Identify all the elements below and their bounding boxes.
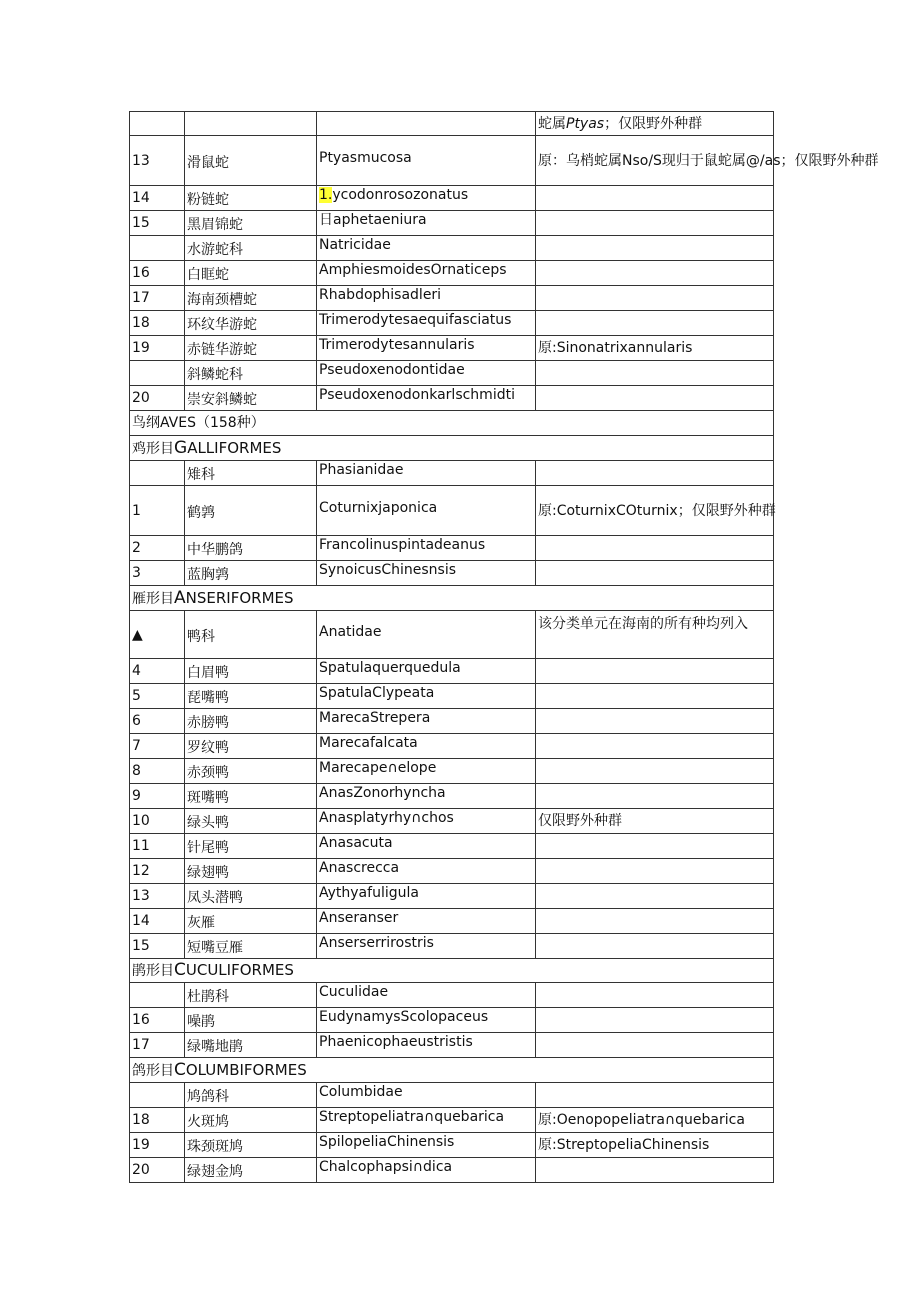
remark bbox=[536, 236, 774, 261]
order-name-initial: A bbox=[174, 587, 186, 608]
table-row bbox=[130, 1008, 774, 1033]
table-row bbox=[130, 112, 774, 136]
table-row bbox=[130, 709, 774, 734]
table-row bbox=[130, 859, 774, 884]
chinese-name bbox=[185, 112, 317, 136]
chinese-name: 白眶蛇 bbox=[185, 261, 317, 286]
scientific-name: EudynamysScolopaceus bbox=[317, 1008, 536, 1033]
row-number: 16 bbox=[130, 261, 185, 286]
scientific-name: Trimerodytesannularis bbox=[317, 336, 536, 361]
remark bbox=[536, 934, 774, 959]
scientific-name: Rhabdophisadleri bbox=[317, 286, 536, 311]
order-name-zh: 鸽形目 bbox=[132, 1062, 174, 1079]
remark bbox=[536, 311, 774, 336]
remark: 蛇属Ptyas；仅限野外种群 bbox=[536, 112, 774, 136]
remark bbox=[536, 884, 774, 909]
table-row bbox=[130, 684, 774, 709]
row-number bbox=[130, 1083, 185, 1108]
chinese-name: 鹤鹑 bbox=[185, 486, 317, 536]
class-heading: 鸟纲AVES（158种） bbox=[130, 411, 774, 436]
table-row bbox=[130, 536, 774, 561]
scientific-name: Phaenicophaeustristis bbox=[317, 1033, 536, 1058]
row-number: 2 bbox=[130, 536, 185, 561]
table-row bbox=[130, 934, 774, 959]
chinese-name: 琵嘴鸭 bbox=[185, 684, 317, 709]
remark bbox=[536, 734, 774, 759]
remark: 原:StreptopeliaChinensis bbox=[536, 1133, 774, 1158]
order-name-latin: ALLIFORMES bbox=[187, 438, 282, 457]
chinese-name: 针尾鸭 bbox=[185, 834, 317, 859]
table-row bbox=[130, 386, 774, 411]
row-number bbox=[130, 983, 185, 1008]
table-row bbox=[130, 659, 774, 684]
scientific-name: MarecaStrepera bbox=[317, 709, 536, 734]
chinese-name: 鸠鸽科 bbox=[185, 1083, 317, 1108]
species-table bbox=[129, 111, 879, 1183]
chinese-name: 灰雁 bbox=[185, 909, 317, 934]
scientific-name-text: ycodonrosozonatus bbox=[332, 187, 469, 203]
scientific-name: SynoicusChinesnsis bbox=[317, 561, 536, 586]
chinese-name: 珠颈斑鸠 bbox=[185, 1133, 317, 1158]
chinese-name: 火斑鸠 bbox=[185, 1108, 317, 1133]
row-number: 20 bbox=[130, 386, 185, 411]
order-heading bbox=[130, 959, 774, 983]
remark bbox=[536, 1033, 774, 1058]
row-number: 18 bbox=[130, 1108, 185, 1133]
table-row bbox=[130, 834, 774, 859]
row-number: 19 bbox=[130, 1133, 185, 1158]
remark bbox=[536, 211, 774, 236]
order-row bbox=[130, 1058, 774, 1083]
remark: 原：乌梢蛇属Nso/S现归于鼠蛇属@/as；仅限野外种群 bbox=[536, 136, 774, 186]
scientific-name: Anascrecca bbox=[317, 859, 536, 884]
remark bbox=[536, 286, 774, 311]
chinese-name: 崇安斜鳞蛇 bbox=[185, 386, 317, 411]
table-row bbox=[130, 611, 774, 659]
row-number: 10 bbox=[130, 809, 185, 834]
remark: 该分类单元在海南的所有种均列入 bbox=[536, 611, 774, 659]
row-number: 14 bbox=[130, 909, 185, 934]
remark bbox=[536, 1083, 774, 1108]
order-row bbox=[130, 586, 774, 611]
order-row bbox=[130, 959, 774, 983]
order-name-latin: UCULIFORMES bbox=[185, 961, 294, 979]
scientific-name: AnasZonorhyncha bbox=[317, 784, 536, 809]
order-row bbox=[130, 436, 774, 461]
scientific-name: Cuculidae bbox=[317, 983, 536, 1008]
scientific-name: Columbidae bbox=[317, 1083, 536, 1108]
order-name-initial: C bbox=[174, 1059, 186, 1080]
order-name-latin: NSERIFORMES bbox=[185, 588, 294, 607]
row-number: ▲ bbox=[130, 611, 185, 659]
table-row bbox=[130, 784, 774, 809]
table-row bbox=[130, 136, 774, 186]
chinese-name: 赤链华游蛇 bbox=[185, 336, 317, 361]
table-row bbox=[130, 336, 774, 361]
remark bbox=[536, 834, 774, 859]
row-number: 18 bbox=[130, 311, 185, 336]
chinese-name: 杜鹃科 bbox=[185, 983, 317, 1008]
row-number: 15 bbox=[130, 211, 185, 236]
row-number: 8 bbox=[130, 759, 185, 784]
order-name-zh: 雁形目 bbox=[132, 590, 174, 607]
table-row bbox=[130, 1083, 774, 1108]
chinese-name: 斜鳞蛇科 bbox=[185, 361, 317, 386]
chinese-name: 黑眉锦蛇 bbox=[185, 211, 317, 236]
chinese-name: 鸭科 bbox=[185, 611, 317, 659]
order-name-zh: 鸡形目 bbox=[132, 440, 174, 457]
scientific-name: Phasianidae bbox=[317, 461, 536, 486]
row-number: 13 bbox=[130, 884, 185, 909]
scientific-name: Spatulaquerquedula bbox=[317, 659, 536, 684]
chinese-name: 绿嘴地鹃 bbox=[185, 1033, 317, 1058]
remark bbox=[536, 361, 774, 386]
class-section-row bbox=[130, 411, 774, 436]
scientific-name: SpilopeliaChinensis bbox=[317, 1133, 536, 1158]
table-row bbox=[130, 561, 774, 586]
chinese-name: 斑嘴鸭 bbox=[185, 784, 317, 809]
scientific-name: Streptopeliatra∩quebarica bbox=[317, 1108, 536, 1133]
table-row bbox=[130, 486, 774, 536]
chinese-name: 海南颈槽蛇 bbox=[185, 286, 317, 311]
row-number: 1 bbox=[130, 486, 185, 536]
remark bbox=[536, 536, 774, 561]
row-number: 13 bbox=[130, 136, 185, 186]
row-number bbox=[130, 461, 185, 486]
row-number: 17 bbox=[130, 1033, 185, 1058]
scientific-name: Marecafalcata bbox=[317, 734, 536, 759]
remark: 原:CoturnixCOturnix；仅限野外种群 bbox=[536, 486, 774, 536]
remark bbox=[536, 659, 774, 684]
chinese-name: 赤颈鸭 bbox=[185, 759, 317, 784]
scientific-name: Anasplatyrhy∩chos bbox=[317, 809, 536, 834]
table-row bbox=[130, 461, 774, 486]
remark bbox=[536, 561, 774, 586]
remark: 仅限野外种群 bbox=[536, 809, 774, 834]
chinese-name: 水游蛇科 bbox=[185, 236, 317, 261]
table-row bbox=[130, 286, 774, 311]
scientific-name: Chalcophapsi∩dica bbox=[317, 1158, 536, 1183]
order-heading bbox=[130, 586, 774, 611]
remark bbox=[536, 684, 774, 709]
scientific-name: Marecape∩elope bbox=[317, 759, 536, 784]
row-number: 17 bbox=[130, 286, 185, 311]
chinese-name: 短嘴豆雁 bbox=[185, 934, 317, 959]
remark bbox=[536, 386, 774, 411]
order-name-initial: C bbox=[174, 960, 186, 980]
table-row bbox=[130, 311, 774, 336]
row-number: 7 bbox=[130, 734, 185, 759]
scientific-name: Coturnixjaponica bbox=[317, 486, 536, 536]
row-number: 20 bbox=[130, 1158, 185, 1183]
scientific-name: Trimerodytesaequifasciatus bbox=[317, 311, 536, 336]
row-number bbox=[130, 112, 185, 136]
row-number: 12 bbox=[130, 859, 185, 884]
chinese-name: 绿头鸭 bbox=[185, 809, 317, 834]
remark bbox=[536, 759, 774, 784]
chinese-name: 绿翅金鸠 bbox=[185, 1158, 317, 1183]
remark bbox=[536, 1008, 774, 1033]
scientific-name: Anatidae bbox=[317, 611, 536, 659]
table-row bbox=[130, 1033, 774, 1058]
table-row bbox=[130, 186, 774, 211]
scientific-name: Natricidae bbox=[317, 236, 536, 261]
scientific-name: SpatulaClypeata bbox=[317, 684, 536, 709]
scientific-name bbox=[317, 186, 536, 211]
remark bbox=[536, 1158, 774, 1183]
order-name-latin: OLUMBIFORMES bbox=[185, 1060, 307, 1079]
remark bbox=[536, 859, 774, 884]
order-heading bbox=[130, 436, 774, 461]
order-name-zh: 鹃形目 bbox=[132, 963, 174, 979]
row-number: 5 bbox=[130, 684, 185, 709]
chinese-name: 蓝胸鹑 bbox=[185, 561, 317, 586]
scientific-name: Aythyafuligula bbox=[317, 884, 536, 909]
chinese-name: 绿翅鸭 bbox=[185, 859, 317, 884]
remark bbox=[536, 784, 774, 809]
row-number: 6 bbox=[130, 709, 185, 734]
chinese-name: 粉链蛇 bbox=[185, 186, 317, 211]
row-number: 3 bbox=[130, 561, 185, 586]
scientific-name: Ptyasmucosa bbox=[317, 136, 536, 186]
remark bbox=[536, 909, 774, 934]
row-number: 16 bbox=[130, 1008, 185, 1033]
remark bbox=[536, 461, 774, 486]
scientific-name bbox=[317, 112, 536, 136]
row-number bbox=[130, 361, 185, 386]
scientific-name: Anasacuta bbox=[317, 834, 536, 859]
chinese-name: 赤膀鸭 bbox=[185, 709, 317, 734]
row-number bbox=[130, 236, 185, 261]
order-name-initial: G bbox=[174, 437, 188, 458]
scientific-name: Francolinuspintadeanus bbox=[317, 536, 536, 561]
chinese-name: 中华鹏鸽 bbox=[185, 536, 317, 561]
scientific-name: Anseranser bbox=[317, 909, 536, 934]
remark: 原:Oenopopeliatra∩quebarica bbox=[536, 1108, 774, 1133]
table-row bbox=[130, 759, 774, 784]
row-number: 14 bbox=[130, 186, 185, 211]
row-number: 19 bbox=[130, 336, 185, 361]
chinese-name: 滑鼠蛇 bbox=[185, 136, 317, 186]
row-number: 9 bbox=[130, 784, 185, 809]
table-row bbox=[130, 983, 774, 1008]
table-row bbox=[130, 809, 774, 834]
chinese-name: 白眉鸭 bbox=[185, 659, 317, 684]
table-row bbox=[130, 884, 774, 909]
remark bbox=[536, 186, 774, 211]
row-number: 15 bbox=[130, 934, 185, 959]
species-table-body bbox=[130, 112, 879, 1183]
table-row bbox=[130, 361, 774, 386]
scientific-name: Pseudoxenodonkarlschmidti bbox=[317, 386, 536, 411]
remark: 原:Sinonatrixannularis bbox=[536, 336, 774, 361]
scientific-name: 日aphetaeniura bbox=[317, 211, 536, 236]
table-row bbox=[130, 1133, 774, 1158]
table-row bbox=[130, 261, 774, 286]
highlight-mark: 1. bbox=[319, 187, 333, 203]
remark bbox=[536, 709, 774, 734]
scientific-name: AmphiesmoidesOrnaticeps bbox=[317, 261, 536, 286]
order-heading bbox=[130, 1058, 774, 1083]
chinese-name: 凤头潜鸭 bbox=[185, 884, 317, 909]
chinese-name: 雉科 bbox=[185, 461, 317, 486]
row-number: 11 bbox=[130, 834, 185, 859]
table-row bbox=[130, 1108, 774, 1133]
row-number: 4 bbox=[130, 659, 185, 684]
chinese-name: 环纹华游蛇 bbox=[185, 311, 317, 336]
species-list-sheet bbox=[129, 111, 879, 1183]
scientific-name: Pseudoxenodontidae bbox=[317, 361, 536, 386]
remark bbox=[536, 983, 774, 1008]
remark bbox=[536, 261, 774, 286]
scientific-name: Anserserrirostris bbox=[317, 934, 536, 959]
table-row bbox=[130, 734, 774, 759]
table-row bbox=[130, 236, 774, 261]
table-row bbox=[130, 211, 774, 236]
table-row bbox=[130, 1158, 774, 1183]
table-row bbox=[130, 909, 774, 934]
chinese-name: 罗纹鸭 bbox=[185, 734, 317, 759]
chinese-name: 噪鹃 bbox=[185, 1008, 317, 1033]
